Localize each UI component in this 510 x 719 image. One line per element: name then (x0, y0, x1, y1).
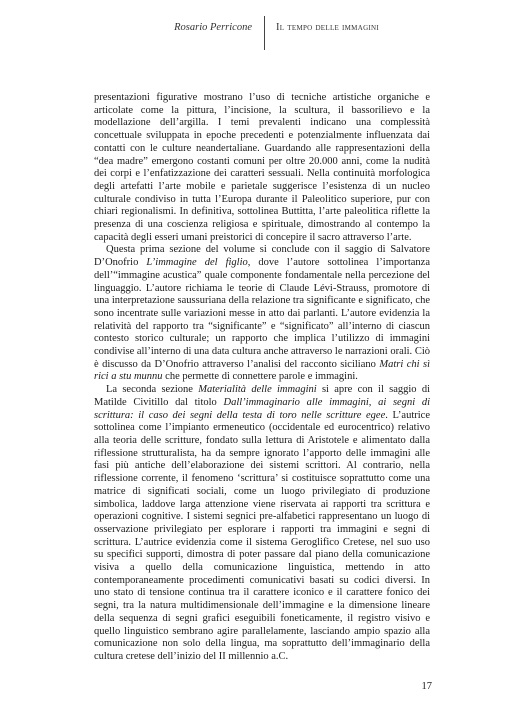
italic-run: Matri chi sì rici a stu munnu (94, 358, 431, 383)
paragraph (94, 244, 430, 384)
header-title: Il tempo delle immagini (276, 22, 380, 33)
paragraph (94, 92, 430, 244)
body-text (94, 92, 430, 664)
text-run: . L’autrice sottolinea come l’impianto ermeneutico (occidentale ed eurocentrico) relativo alla teoria delle scritture, fondato sulla lettura di Aristotele e alimentato dalla riflessione strutturalista, ha da sempre ignorato l’apporto delle immagini alle fasi più antiche dell’elaborazione dei sistemi scrittori. Al contrario, nella riflessione corrente, il fenomeno ‘scrittura’ si costituisce soprattutto come una matrice di significati sociali, come un luogo privilegiato di produzione simbolica, laddove larga attenzione viene riservata ai rapporti tra scrittura e operazioni cognitive. I sistemi segnici pre-alfabetici rappresentano un luogo di osservazione privilegiato per esplorare i rapporti tra immagini e segni di scrittura. L’autrice evidenzia come il sistema Geroglifico Cretese, nel suo uso su specifici supporti, dimostra di poter passare dal piano della comunicazione visiva a quello della comunicazione linguistica, mettendo in atto contemporaneamente procedimenti comunicativi basati su codici diversi. In uno stato di tensione continua tra il carattere iconico e il carattere fonico dei segni, tra la natura multidimensionale dell’immagine e la dimensione lineare della sequenza di segni grafici eseguibili foneticamente, il registro visivo e quello linguistico sembrano agire parallelamente, lasciando ampio spazio alla comunicazione non solo della lingua, ma soprattutto dell’immaginario della cultura cretese dell’inizio del II millennio a.C. (94, 409, 430, 662)
italic-run: Dall’immaginario alle immagini, ai segni di scrittura: il caso dei segni della testa di toro nelle scritture egee (94, 396, 430, 421)
running-header (0, 22, 510, 42)
text-run: Questa prima sezione del volume si conclude con il saggio di Salvatore D’Onofrio (94, 244, 430, 269)
header-author: Rosario Perricone (174, 22, 252, 33)
page-number: 17 (421, 681, 432, 692)
italic-run: L’immagine del figlio (146, 257, 248, 269)
text-run: , dove l’autore sottolinea l’importanza dell’“immagine acustica” quale componente fondamentale nella percezione del linguaggio. L’autore richiama le teorie di Claude Lévi-Strauss, promotore di una interpretazione saussuriana della relazione tra significante e significato, che sono incentrate sulle variazioni messe in atto dai parlanti. L’autore evidenzia la relatività del rapporto tra “significante” e “significato” all’interno di ciascun contesto storico culturale; un rapporto che implica l’utilizzo di immagini condivise all’interno di una data cultura anche attraverso le narrazioni orali. Ciò è discusso da D’Onofrio attraverso l’analisi del racconto siciliano (94, 257, 431, 370)
text-run: presentazioni figurative mostrano l’uso di tecniche artistiche organiche e articolate come la pittura, l’incisione, la scultura, il bassorilievo e la modellazione dell’argilla. I temi prevalenti indicano una complessità concettuale sviluppata in epoche precedenti e potenzialmente influenzata dai contatti con le culture neandertaliane. Guardando alle rappresentazioni della “dea madre” emergono costanti comuni per oltre 20.000 anni, come la nudità dei corpi e l’enfatizzazione dei caratteri sessuali. Nella continuità morfologica degli artefatti l’arte mobile e parietale suggerisce l’esistenza di un nucleo culturale condiviso in tutta l’Europa durante il Paleolitico superiore, pur con chiari regionalismi. In definitiva, sottolinea Buttitta, l’arte paleolitica riflette la presenza di una coscienza religiosa e spirituale, dimostrando al contempo la capacità degli esseri umani preistorici di concepire il sacro attraverso l’arte. (94, 92, 430, 243)
text-run: che permette di connettere parole e immagini. (162, 371, 358, 383)
italic-run: Materialità delle immagini (198, 384, 317, 396)
paragraph (94, 384, 430, 663)
text-run: si apre con il saggio di Matilde Civitillo dal titolo (94, 384, 430, 408)
text-run: La seconda sezione (106, 384, 199, 396)
header-divider (264, 16, 265, 50)
